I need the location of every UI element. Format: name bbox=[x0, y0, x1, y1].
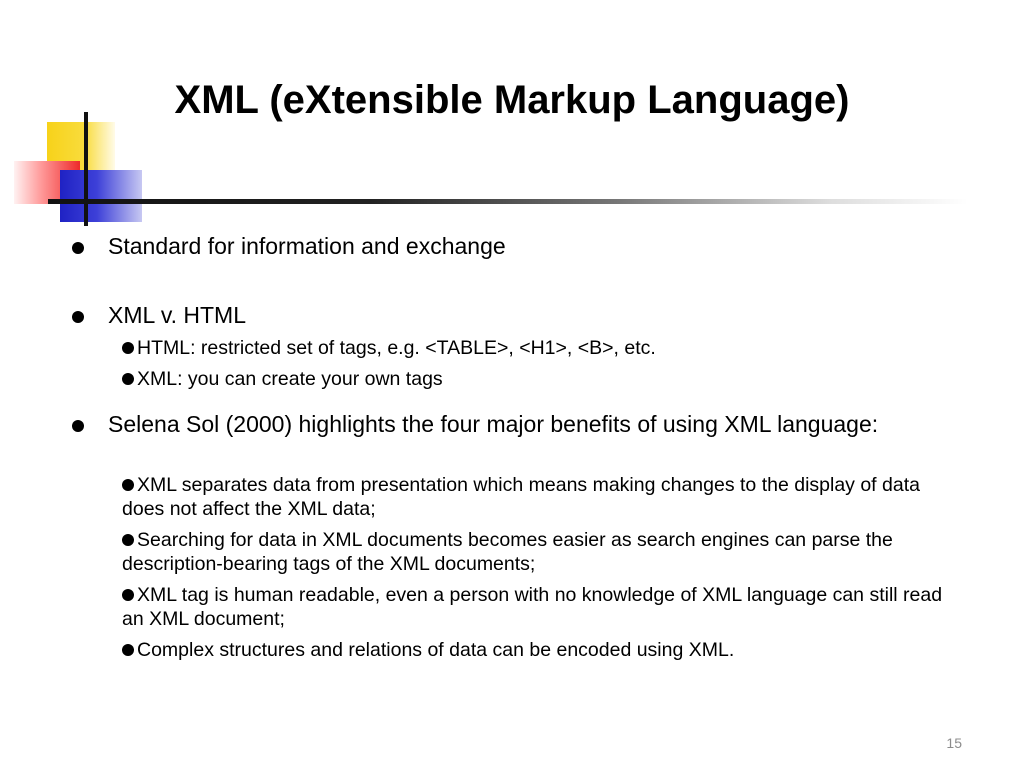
bullet-text: Standard for information and exchange bbox=[108, 233, 506, 259]
sub-bullet-text: XML separates data from presentation which means making changes to the display of data does not affect the XML data; bbox=[122, 474, 920, 520]
bullet-dot-icon bbox=[72, 242, 84, 254]
bullet-dot-icon bbox=[72, 420, 84, 432]
sub-bullet-text: Complex structures and relations of data can be encoded using XML. bbox=[137, 639, 735, 661]
bullet-item bbox=[108, 411, 888, 438]
bullet-dot-icon bbox=[72, 311, 84, 323]
sub-bullet-text: XML: you can create your own tags bbox=[137, 368, 443, 390]
bullet-text: Selena Sol (2000) highlights the four major benefits of using XML language: bbox=[108, 411, 879, 437]
sub-bullet-dot-icon bbox=[122, 342, 134, 354]
sub-bullet-text: HTML: restricted set of tags, e.g. <TABLE>, <H1>, <B>, etc. bbox=[137, 337, 656, 359]
sub-bullet-dot-icon bbox=[122, 373, 134, 385]
sub-bullet-item bbox=[122, 336, 952, 360]
sub-bullet-item bbox=[122, 473, 952, 521]
sub-bullet-dot-icon bbox=[122, 644, 134, 656]
sub-bullet-item bbox=[122, 583, 952, 631]
slide-title: XML (eXtensible Markup Language) bbox=[174, 78, 850, 122]
bullet-item bbox=[108, 302, 908, 329]
bullet-text: XML v. HTML bbox=[108, 302, 247, 328]
bullet-item bbox=[108, 233, 908, 260]
title-divider-rule bbox=[48, 199, 968, 204]
sub-bullet-item bbox=[122, 528, 952, 576]
sub-bullet-dot-icon bbox=[122, 589, 134, 601]
sub-bullet-item bbox=[122, 638, 952, 662]
sub-bullet-text: Searching for data in XML documents becomes easier as search engines can parse the description-bearing tags of the XML documents; bbox=[122, 529, 893, 575]
logo-blue-square bbox=[60, 170, 142, 222]
page-number: 15 bbox=[946, 735, 962, 751]
sub-bullet-text: XML tag is human readable, even a person with no knowledge of XML language can still read an XML document; bbox=[122, 584, 943, 630]
sub-bullet-dot-icon bbox=[122, 479, 134, 491]
sub-bullet-dot-icon bbox=[122, 534, 134, 546]
sub-bullet-item bbox=[122, 367, 952, 391]
